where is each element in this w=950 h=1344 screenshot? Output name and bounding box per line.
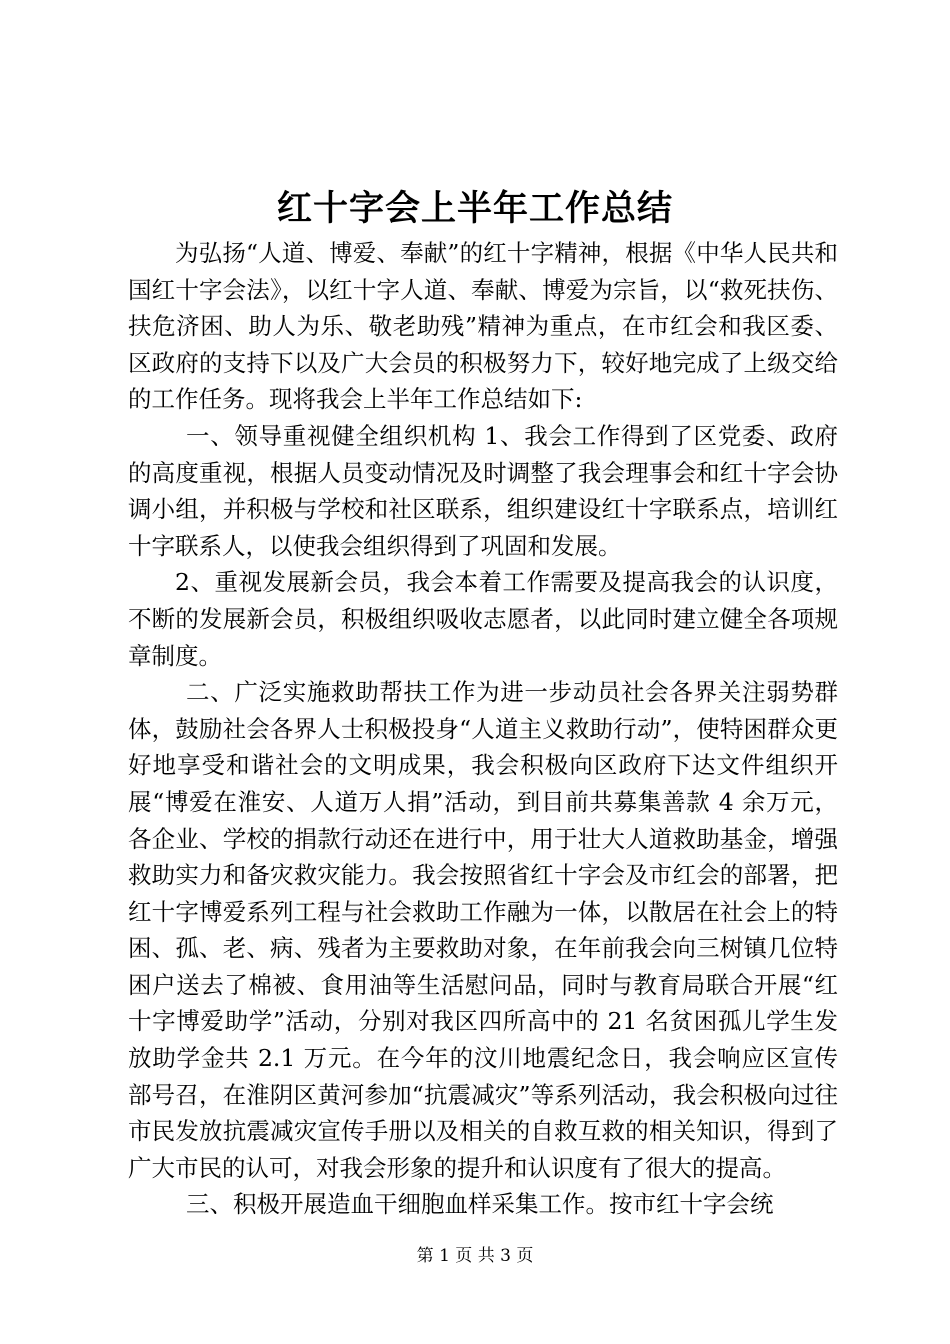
paragraph-section-3: 三、积极开展造血干细胞血样采集工作。按市红十字会统 [186,1190,774,1219]
paragraph-section-2: 二、广泛实施救助帮扶工作为进一步动员社会各界关注弱势群体，鼓励社会各界人士积极投身“人道主义救助行动”，使特困群众更好地享受和谐社会的文明成果，我会积极向区政府下达文件组织开展“博爱在淮安、人道万人捐”活动，到目前共募集善款 4 余万元，各企业、学校的捐款行动还在进行中，用于壮大人道救助基金，增强救助实力和备灾救灾能力。我会按照省红十字会及市红会的部署，把红十字博爱系列工程与社会救助工作融为一体，以散居在社会上的特困、孤、老、病、残者为主要救助对象，在年前我会向三树镇几位特困户送去了棉被、食用油等生活慰问品，同时与教育局联合开展“红十字博爱助学”活动，分别对我区四所高中的 21 名贫困孤儿学生发放助学金共 2.1 万元。在今年的汶川地震纪念日，我会响应区宣传部号召，在淮阴区黄河参加“抗震减灾”等系列活动，我会积极向过往市民发放抗震减灾宣传手册以及相关的自救互救的相关知识，得到了广大市民的认可，对我会形象的提升和认识度有了很大的提高。 [128,678,838,1182]
document-body [128,235,838,1223]
paragraph-intro: 为弘扬“人道、博爱、奉献”的红十字精神，根据《中华人民共和国红十字会法》，以红十字人道、奉献、博爱为宗旨，以“救死扶伤、扶危济困、助人为乐、敬老助残”精神为重点，在市红会和我区委、区政府的支持下以及广大会员的积极努力下，较好地完成了上级交给的工作任务。现将我会上半年工作总结如下: [128,239,838,414]
document-title: 红十字会上半年工作总结 [276,188,673,229]
paragraph-section-1: 一、领导重视健全组织机构 1、我会工作得到了区党委、政府的高度重视，根据人员变动情况及时调整了我会理事会和红十字会协调小组，并积极与学校和社区联系，组织建设红十字联系点，培训红十字联系人，以使我会组织得到了巩固和发展。 [128,421,838,560]
paragraph-item-2: 2、重视发展新会员，我会本着工作需要及提高我会的认识度，不断的发展新会员，积极组织吸收志愿者，以此同时建立健全各项规章制度。 [128,568,838,670]
page-number-footer: 第 1 页 共 3 页 [416,1246,534,1266]
